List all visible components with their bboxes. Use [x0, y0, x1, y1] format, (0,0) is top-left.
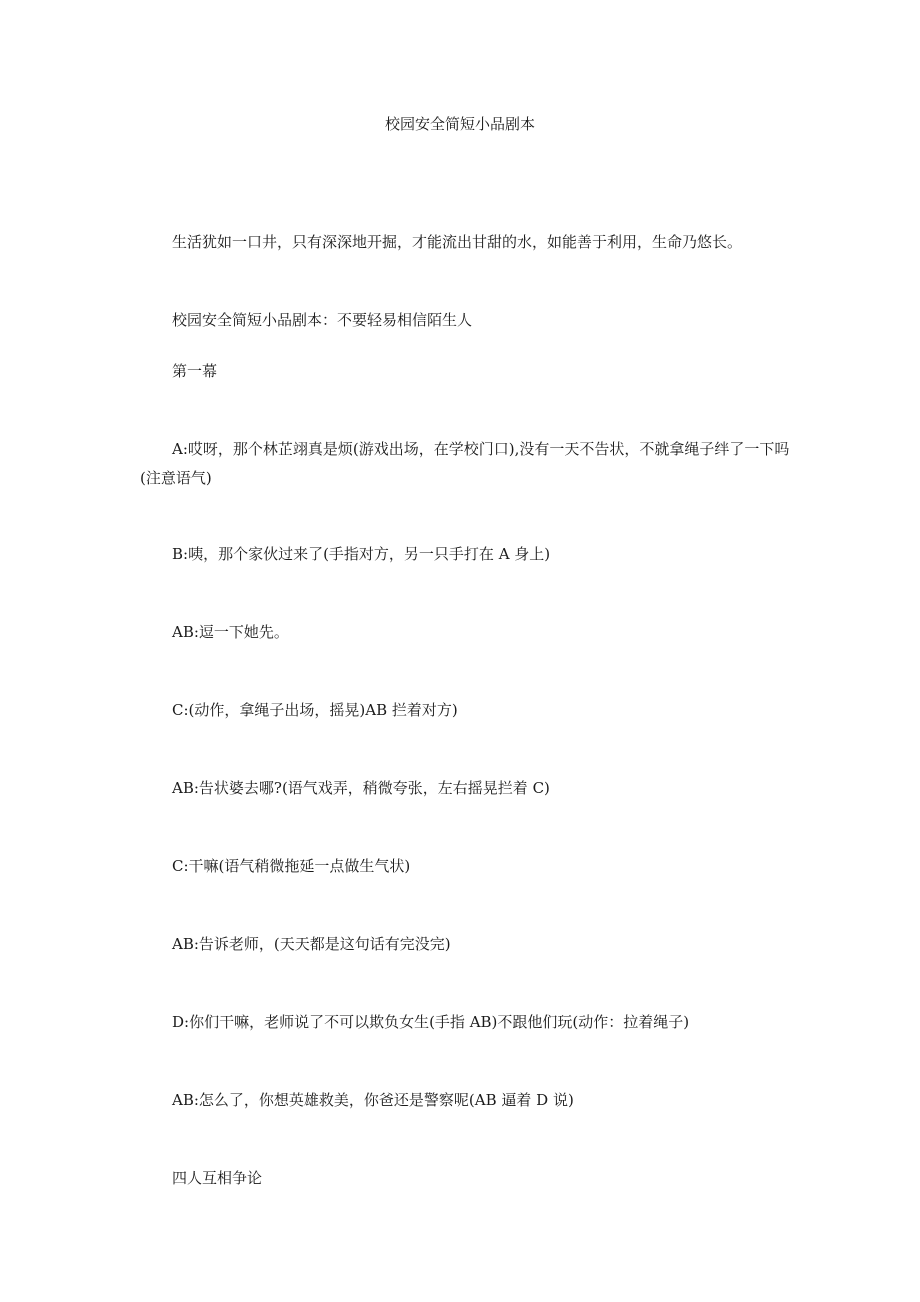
paragraph-line-ab-3: AB:告诉老师，(天天都是这句话有完没完)	[172, 935, 451, 953]
paragraph-line-c-2: C:干嘛(语气稍微拖延一点做生气状)	[172, 857, 411, 875]
paragraph-line-b: B:咦，那个家伙过来了(手指对方，另一只手打在 A 身上)	[172, 545, 551, 563]
paragraph-act-heading: 第一幕	[172, 362, 218, 380]
paragraph-stage-direction: 四人互相争论	[172, 1169, 263, 1187]
document-title: 校园安全简短小品剧本	[384, 115, 535, 133]
paragraph-line-ab-2: AB:告状婆去哪?(语气戏弄，稍微夸张，左右摇晃拦着 C)	[172, 779, 550, 797]
paragraph-line-ab-4: AB:怎么了，你想英雄救美，你爸还是警察呢(AB 逼着 D 说)	[172, 1091, 574, 1109]
paragraph-line-d: D:你们干嘛，老师说了不可以欺负女生(手指 AB)不跟他们玩(动作：拉着绳子)	[172, 1013, 690, 1031]
paragraph-line-ab-1: AB:逗一下她先。	[172, 623, 289, 641]
paragraph-subtitle: 校园安全简短小品剧本：不要轻易相信陌生人	[172, 311, 473, 329]
paragraph-intro: 生活犹如一口井，只有深深地开掘，才能流出甘甜的水，如能善于利用，生命乃悠长。	[172, 233, 743, 251]
paragraph-line-a: A:哎呀，那个林芷翊真是烦(游戏出场，在学校门口),没有一天不告状，不就拿绳子绊了一下吗(注意语气)	[140, 440, 790, 487]
paragraph-line-c-1: C:(动作，拿绳子出场，摇晃)AB 拦着对方)	[172, 701, 458, 719]
